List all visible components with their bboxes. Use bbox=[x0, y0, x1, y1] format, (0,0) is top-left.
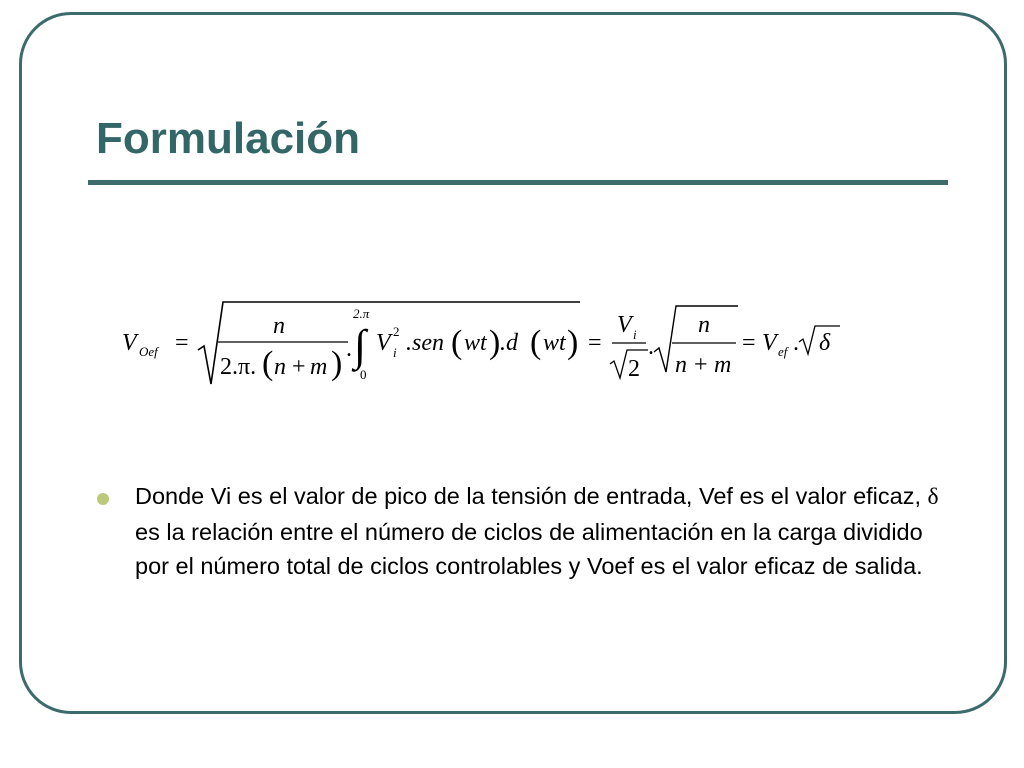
frac1-den-a: 2.π. bbox=[220, 354, 257, 380]
vi-var: V bbox=[376, 330, 391, 356]
formula-dot-3: . bbox=[793, 330, 799, 356]
frac2-num-var: V bbox=[617, 312, 632, 338]
frac3-den-m: m bbox=[714, 352, 732, 378]
sen-rparen: ) bbox=[489, 324, 501, 361]
frac3-den-plus: + bbox=[694, 352, 708, 378]
d-rparen: ) bbox=[567, 324, 579, 361]
d-text: .d bbox=[500, 330, 518, 356]
vef-sub: ef bbox=[778, 344, 788, 359]
bullet-text-part-2: es la relación entre el número de ciclos de alimentación en la carga dividido por el número total de ciclos controlables y Voef es el valor eficaz de salida. bbox=[135, 518, 923, 579]
vi-sup: 2 bbox=[393, 324, 400, 339]
bullet-text-part-1: Donde Vi es el valor de pico de la tensión de entrada, Vef es el valor eficaz, bbox=[135, 483, 928, 509]
frac1-den-plus: + bbox=[292, 354, 306, 380]
frac1-den-m: m bbox=[310, 354, 328, 380]
sen-wt: wt bbox=[464, 330, 487, 356]
frac2-num-sub: i bbox=[633, 327, 637, 342]
frac1-den-lparen: ( bbox=[262, 345, 274, 382]
delta-symbol: δ bbox=[927, 484, 939, 510]
formula-lhs-sub: Oef bbox=[139, 344, 158, 359]
integral-upper: 2.π bbox=[353, 306, 370, 321]
sen-lparen: ( bbox=[451, 324, 463, 361]
title-divider bbox=[88, 180, 948, 185]
formula-eq-2: = bbox=[588, 330, 602, 356]
frac3-den-n: n bbox=[675, 352, 687, 378]
frac1-den-rparen: ) bbox=[331, 345, 343, 382]
formula-eq-3: = bbox=[742, 330, 756, 356]
d-wt: wt bbox=[543, 330, 566, 356]
formula-dot-1: . bbox=[346, 336, 352, 362]
bullet-dot bbox=[97, 493, 109, 505]
d-lparen: ( bbox=[530, 324, 542, 361]
frac3-num: n bbox=[698, 312, 710, 338]
frac2-den: 2 bbox=[628, 356, 640, 382]
vi-sub: i bbox=[393, 345, 397, 360]
formula-dot-2: . bbox=[648, 334, 654, 360]
formula bbox=[110, 290, 850, 400]
slide-title: Formulación bbox=[96, 114, 361, 163]
delta-var: δ bbox=[819, 330, 831, 356]
sen-text: .sen bbox=[406, 330, 444, 356]
frac1-den-n: n bbox=[274, 354, 286, 380]
integral-lower: 0 bbox=[360, 367, 367, 382]
formula-eq: = bbox=[175, 330, 189, 356]
frac1-num: n bbox=[273, 313, 285, 339]
integral-sign: ∫ bbox=[354, 321, 367, 370]
bullet-text bbox=[135, 479, 945, 584]
vef-var: V bbox=[762, 330, 777, 356]
formula-lhs-var: V bbox=[122, 330, 137, 356]
